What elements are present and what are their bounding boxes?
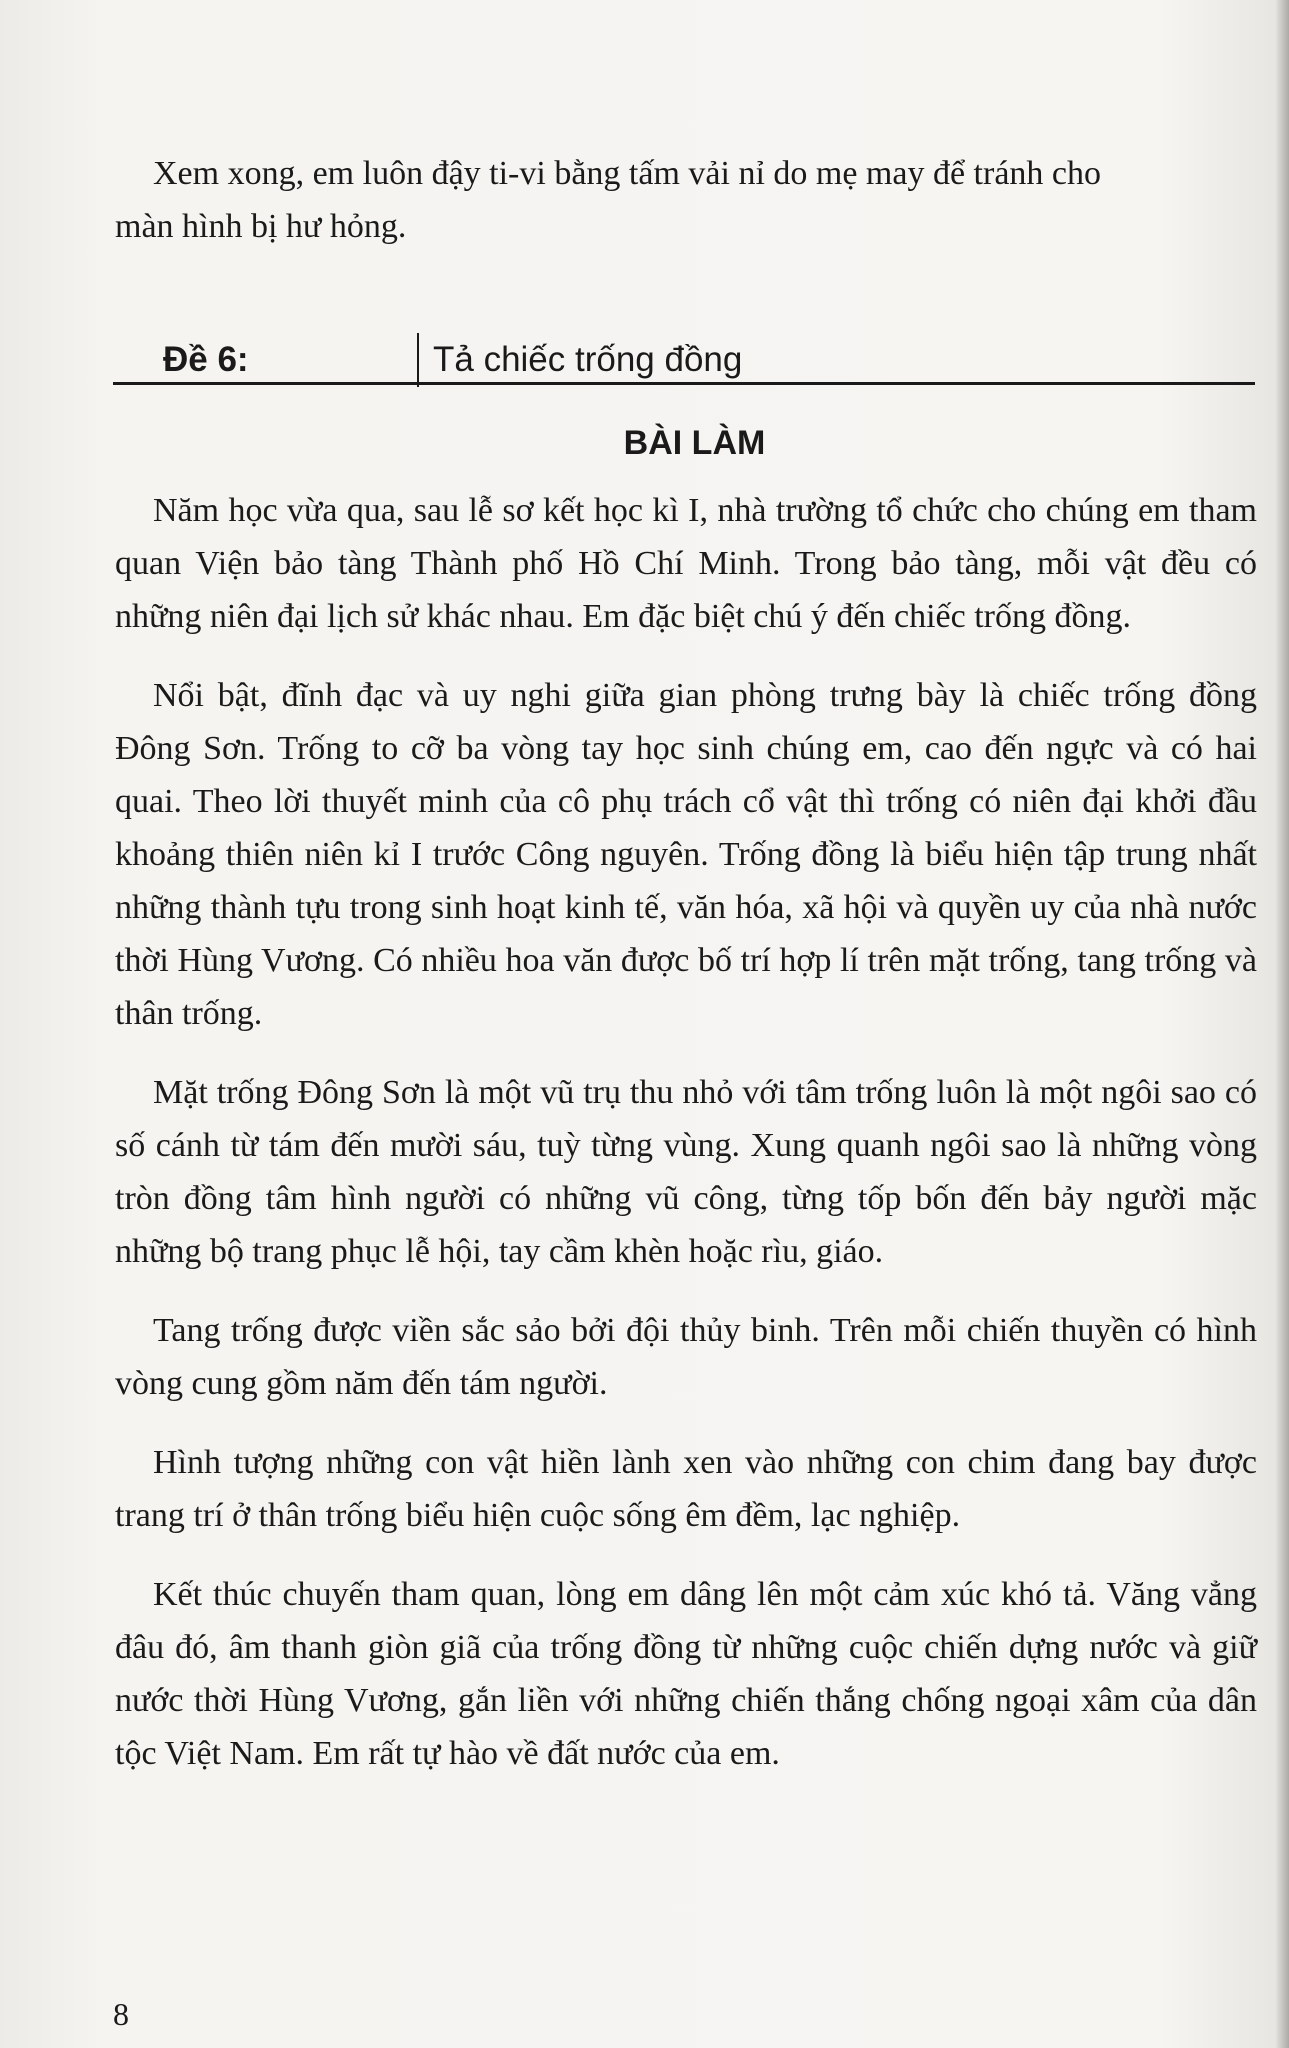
essay-paragraph-6: Kết thúc chuyến tham quan, lòng em dâng lên một cảm xúc khó tả. Văng vẳng đâu đó, âm thanh giòn giã của trống đồng từ những cuộc chiến dựng nước và giữ nước thời Hùng Vương, gắn liền với những chiến thắng chống ngoại xâm của dân tộc Việt Nam. Em rất tự hào về đất nước của em. <box>115 1576 1257 1772</box>
essay-body <box>115 484 1257 1806</box>
page-edge-shadow <box>1275 0 1289 2048</box>
essay-paragraph-1: Năm học vừa qua, sau lễ sơ kết học kì I, nhà trường tổ chức cho chúng em tham quan Viện bảo tàng Thành phố Hồ Chí Minh. Trong bảo tàng, mỗi vật đều có những niên đại lịch sử khác nhau. Em đặc biệt chú ý đến chiếc trống đồng. <box>115 492 1257 635</box>
essay-paragraph-5: Hình tượng những con vật hiền lành xen vào những con chim đang bay được trang trí ở thân trống biểu hiện cuộc sống êm đềm, lạc nghiệp. <box>115 1444 1257 1534</box>
essay-paragraph-4: Tang trống được viền sắc sảo bởi đội thủy binh. Trên mỗi chiến thuyền có hình vòng cung gồm năm đến tám người. <box>115 1312 1257 1402</box>
page-number: 8 <box>113 1996 129 2032</box>
topic-heading <box>115 333 1257 379</box>
intro-line-2: màn hình bị hư hỏng. <box>115 208 407 245</box>
essay-paragraph-2: Nổi bật, đĩnh đạc và uy nghi giữa gian phòng trưng bày là chiếc trống đồng Đông Sơn. Trống to cỡ ba vòng tay học sinh chúng em, cao đến ngực và có hai quai. Theo lời thuyết minh của cô phụ trách cổ vật thì trống có niên đại khởi đầu khoảng thiên niên kỉ I trước Công nguyên. Trống đồng là biểu hiện tập trung nhất những thành tựu trong sinh hoạt kinh tế, văn hóa, xã hội và quyền uy của nhà nước thời Hùng Vương. Có nhiều hoa văn được bố trí hợp lí trên mặt trống, tang trống và thân trống. <box>115 677 1257 1032</box>
intro-line-1: Xem xong, em luôn đậy ti-vi bằng tấm vải nỉ do mẹ may để tránh cho <box>153 155 1101 192</box>
intro-paragraph <box>115 147 1257 253</box>
topic-divider <box>417 333 419 387</box>
heading-underline <box>113 382 1255 385</box>
essay-paragraph-3: Mặt trống Đông Sơn là một vũ trụ thu nhỏ với tâm trống luôn là một ngôi sao có số cánh từ tám đến mười sáu, tuỳ từng vùng. Xung quanh ngôi sao là những vòng tròn đồng tâm hình người có những vũ công, từng tốp bốn đến bảy người mặc những bộ trang phục lễ hội, tay cầm khèn hoặc rìu, giáo. <box>115 1074 1257 1270</box>
section-title: BÀI LÀM <box>623 424 766 462</box>
topic-label: Đề 6: <box>163 340 249 379</box>
topic-title: Tả chiếc trống đồng <box>433 340 743 379</box>
